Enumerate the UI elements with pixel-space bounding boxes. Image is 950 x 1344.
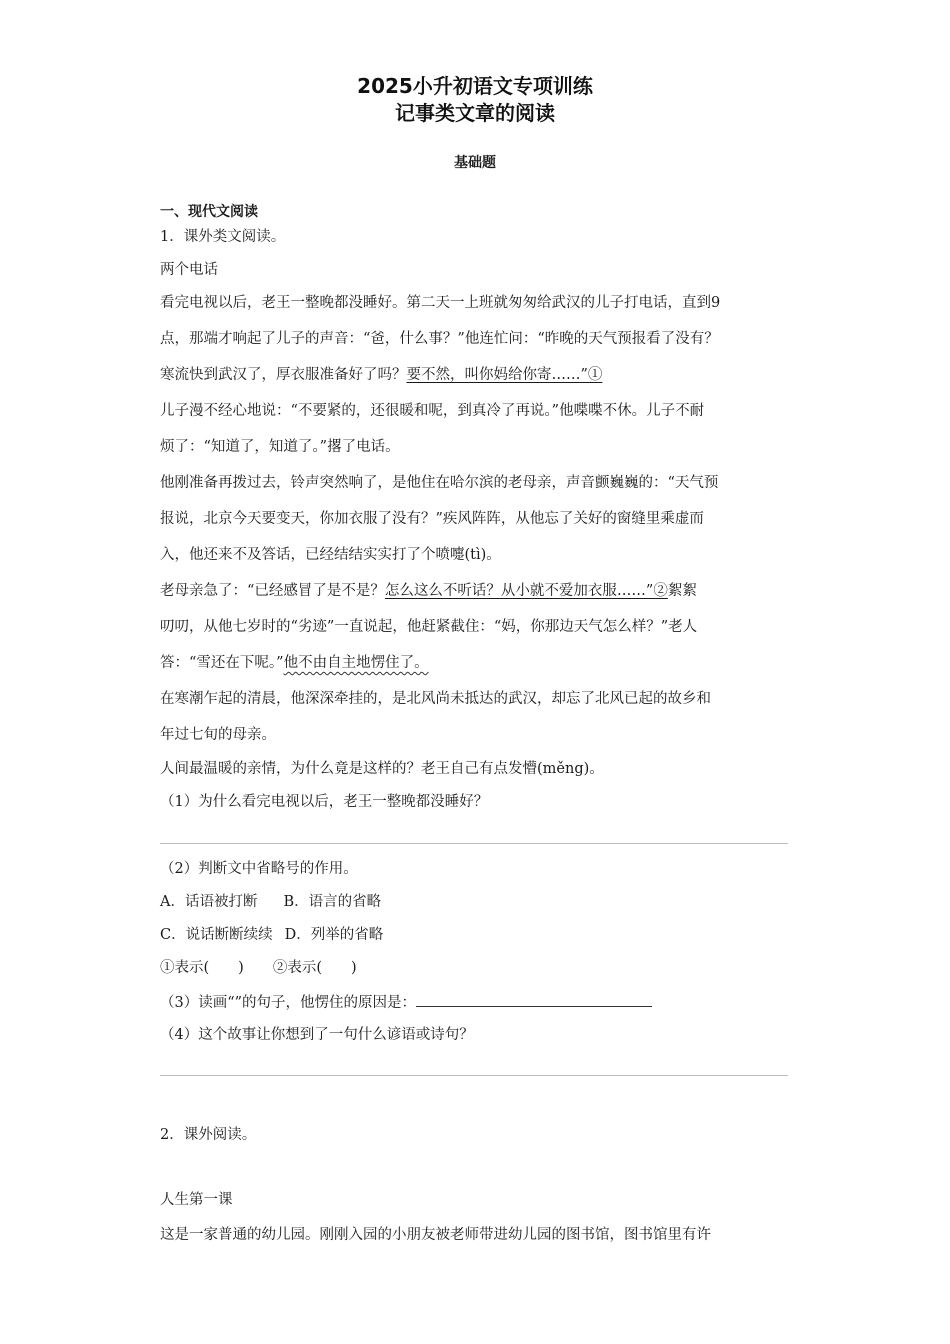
passage-1-line: 年过七旬的母亲。 <box>160 727 276 743</box>
passage-1-line <box>160 366 602 385</box>
sub-question-2: （2）判断文中省略号的作用。 <box>160 861 358 877</box>
option-b: B．语言的省略 <box>283 894 382 910</box>
passage-1-line <box>160 582 697 601</box>
passage-1-title: 两个电话 <box>160 262 218 278</box>
document-title-line-2: 记事类文章的阅读 <box>395 101 555 125</box>
sub-question-1: （1）为什么看完电视以后，老王一整晚都没睡好？ <box>160 794 489 810</box>
option-a: A．话语被打断 <box>160 894 258 910</box>
answer-blank-3[interactable] <box>416 992 652 1007</box>
passage-1-line: 看完电视以后，老王一整晚都没睡好。第二天一上班就匆匆给武汉的儿子打电话，直到9 <box>160 295 721 311</box>
passage-2-line: 这是一家普通的幼儿园。刚刚入园的小朋友被老师带进幼儿园的图书馆，图书馆里有许 <box>160 1227 711 1243</box>
passage-1-text: 寒流快到武汉了，厚衣服准备好了吗？ <box>160 367 407 383</box>
answer-line-1[interactable] <box>160 843 788 844</box>
section-heading: 一、现代文阅读 <box>160 204 258 220</box>
passage-1-line: 儿子漫不经心地说：“不要紧的，还很暖和呢，到真冷了再说。”他喋喋不休。儿子不耐 <box>160 403 705 419</box>
question-1-label: 1．课外类文阅读。 <box>160 229 286 245</box>
question-2-label: 2．课外阅读。 <box>160 1127 257 1143</box>
passage-1-text: 老母亲急了：“已经感冒了是不是？ <box>160 583 385 599</box>
passage-1-line: 叨叨，从他七岁时的“劣迹”一直说起，他赶紧截住：“妈，你那边天气怎么样？”老人 <box>160 619 698 635</box>
passage-1-line: 点，那端才响起了儿子的声音：“爸，什么事？”他连忙问：“昨晚的天气预报看了没有？ <box>160 331 719 347</box>
underlined-sentence-2: 怎么这么不听话？从小就不爱加衣服……”② <box>384 583 668 599</box>
underlined-sentence-1: 要不然，叫你妈给你寄……”① <box>406 367 603 383</box>
sub-question-3-text: （3）读画“”的句子，他愣住的原因是： <box>160 995 417 1011</box>
option-c: C．说话断断续续 <box>160 927 273 943</box>
option-d: D．列举的省略 <box>284 927 384 943</box>
passage-1-text: 絮絮 <box>667 583 697 599</box>
passage-1-line: 入，他还来不及答话，已经结结实实打了个喷嚏(tì)。 <box>160 547 501 563</box>
passage-2-title: 人生第一课 <box>160 1192 233 1208</box>
options-row-cd <box>160 926 383 945</box>
passage-1-line: 他刚准备再拨过去，铃声突然响了，是他住在哈尔滨的老母亲，声音颤巍巍的：“天气预 <box>160 475 719 491</box>
passage-1-line: 报说，北京今天要变天，你加衣服了没有？”疾风阵阵，从他忘了关好的窗缝里乘虚而 <box>160 511 704 527</box>
passage-1-line: 在寒潮乍起的清晨，他深深牵挂的，是北风尚未抵达的武汉，却忘了北风已起的故乡和 <box>160 691 711 707</box>
passage-1-text: 答：“雪还在下呢。” <box>160 655 284 671</box>
passage-1-line: 人间最温暖的亲情，为什么竟是这样的？老王自己有点发懵(měng)。 <box>160 761 604 777</box>
wavy-underlined-sentence: 他不由自主地愣住了。 <box>283 655 429 671</box>
mark-answer-line[interactable]: ①表示( ) ②表示( ) <box>160 960 357 976</box>
options-row-ab <box>160 893 381 912</box>
sub-question-4: （4）这个故事让你想到了一句什么谚语或诗句？ <box>160 1027 474 1043</box>
difficulty-subtitle: 基础题 <box>454 155 496 171</box>
passage-1-line: 烦了：“知道了，知道了。”撂了电话。 <box>160 439 400 455</box>
sub-question-3 <box>160 992 652 1013</box>
answer-line-4[interactable] <box>160 1075 788 1076</box>
passage-1-line <box>160 654 429 673</box>
document-title-line-1: 2025小升初语文专项训练 <box>357 74 593 98</box>
